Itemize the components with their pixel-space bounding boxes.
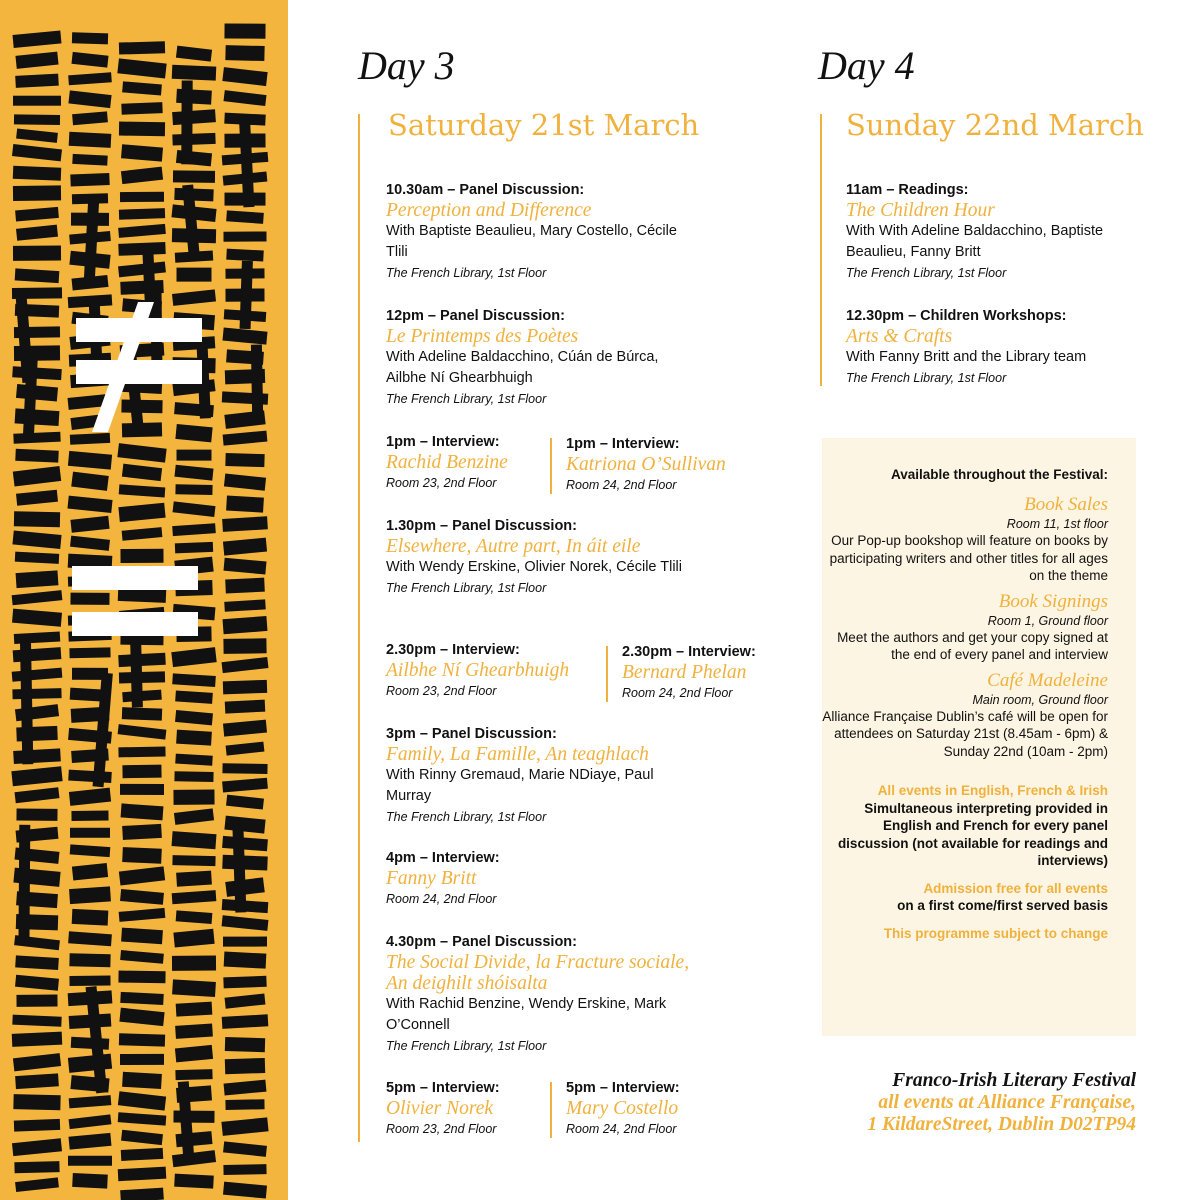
book-spine [175,542,213,553]
book-spine [225,1099,264,1110]
event-card [622,642,792,703]
book-spine [15,1073,59,1089]
book-spine [119,208,165,220]
book-spine [222,763,267,774]
event-divider [550,438,552,494]
info-heading: Available throughout the Festival: [890,467,1108,482]
event-location: The French Library, 1st Floor [386,581,547,595]
book-spine [119,1033,165,1046]
subject-to-change-note: This programme subject to change [883,925,1108,941]
event-location: The French Library, 1st Floor [846,371,1007,385]
book-spine [18,825,30,945]
book-spine [225,1037,265,1052]
service-location: Room 11, 1st floor [1006,517,1108,531]
book-spine [69,132,112,148]
event-time: 10.30am – Panel Discussion: [386,182,585,198]
book-spine [13,166,62,181]
event-title: Arts & Crafts [846,326,953,347]
event-time: 1pm – Interview: [386,434,500,450]
book-spine [172,831,217,849]
book-spine [118,242,165,256]
book-spine [71,1037,110,1050]
service-name: Book Sales [1024,494,1108,515]
book-spine [175,484,212,495]
book-spine [14,114,60,125]
book-spine [223,937,267,947]
book-spine [72,1173,108,1189]
book-spine [13,185,61,201]
book-spine [223,231,266,241]
book-spine [181,80,192,164]
event-title: Ailbhe Ní Ghearbhuigh [386,660,570,681]
book-spine [118,971,165,984]
book-spine [12,1015,61,1027]
event-title-continued: An deighilt shóisalta [386,973,548,994]
event-title: The Children Hour [846,200,995,221]
book-spine [174,1174,214,1189]
event-title: Fanny Britt [386,868,477,889]
day3-label: Day 3 [358,43,455,88]
event-participants: With Baptiste Beaulieu, Mary Costello, Cécile Tlili [386,223,677,260]
event-card [386,640,596,701]
event-participants: With Wendy Erskine, Olivier Norek, Cécile Tlili [386,559,682,575]
event-card [566,434,766,495]
book-spine [120,992,164,1005]
book-spine [173,170,215,182]
event-location: Room 24, 2nd Floor [622,686,733,700]
service-description: Meet the authors and get your copy signed at the end of every panel and interview [837,629,1108,662]
event-card [386,306,686,409]
service-book-sales [818,494,1108,585]
day3-divider [358,114,360,1142]
book-spine [175,1023,213,1038]
book-spine [68,1156,112,1166]
book-spine [172,65,217,81]
book-spine [15,449,59,463]
event-title: Rachid Benzine [386,452,508,473]
event-participants: With With Adeline Baldacchino, Baptiste Beaulieu, Fanny Britt [846,223,1104,260]
event-divider [606,646,608,702]
book-spine [121,1148,164,1161]
event-participants: With Rachid Benzine, Wendy Erskine, Mark O’Connell [386,996,667,1033]
service-location: Main room, Ground floor [972,692,1108,707]
event-card [386,848,686,909]
event-card [386,432,536,493]
book-spine [225,578,265,594]
book-spine [122,1072,162,1089]
event-location: Room 24, 2nd Floor [566,478,677,492]
event-location: Room 23, 2nd Floor [386,1122,497,1136]
event-location: Room 24, 2nd Floor [566,1122,677,1136]
event-time: 12pm – Panel Discussion: [386,308,565,324]
book-spine [120,549,163,563]
book-spine [13,432,60,444]
day4-date: Sunday 22nd March [846,108,1144,142]
book-spine [16,808,57,820]
event-time: 1pm – Interview: [566,436,680,452]
book-spine [251,345,263,423]
book-spine [15,74,59,88]
event-time: 2.30pm – Interview: [386,642,520,658]
book-spine [174,771,213,782]
event-title: Bernard Phelan [622,662,747,683]
event-location: Room 23, 2nd Floor [386,476,497,490]
event-card [386,516,686,598]
book-spine [122,707,162,721]
book-spine [176,268,211,282]
event-location: The French Library, 1st Floor [386,1039,547,1053]
book-spine [225,453,264,467]
event-card [386,1078,536,1139]
book-spine [119,41,165,54]
event-card [386,724,686,827]
service-name: Café Madeleine [987,669,1108,691]
event-time: 4pm – Interview: [386,850,500,866]
book-spine [120,784,164,795]
book-spine [119,122,165,137]
book-spine [122,765,161,779]
event-title: Le Printemps des Poètes [386,326,579,347]
book-spine [70,828,110,838]
book-spine [121,400,162,414]
book-spine [72,32,108,44]
book-spine [70,593,109,605]
book-spine [172,855,215,866]
book-spine [121,803,164,820]
book-spine [223,1164,266,1175]
book-spine [69,647,110,658]
festival-info-panel [822,438,1136,1036]
book-spine [226,496,264,513]
book-spine [225,45,264,61]
book-spine [224,23,265,38]
book-spine [72,154,107,166]
book-spine [172,133,215,146]
book-spine [14,511,60,527]
book-spine [122,847,162,864]
book-spine [130,631,143,708]
book-spine [13,96,61,106]
book-spine [14,1119,60,1132]
book-spine [223,976,266,989]
book-spine [223,680,267,694]
book-spine [225,1058,265,1074]
book-spine [121,928,163,945]
book-spine [118,746,165,757]
event-location: The French Library, 1st Floor [846,266,1007,280]
book-spine [70,433,110,445]
event-location: The French Library, 1st Floor [386,266,547,280]
book-stack-artwork [0,0,288,1200]
service-book-signings [818,591,1108,664]
event-title: Olivier Norek [386,1098,494,1119]
event-time: 4.30pm – Panel Discussion: [386,934,577,950]
book-spine [176,871,212,887]
book-spine [172,979,216,997]
admission-note: Admission free for all events [923,880,1108,896]
day3-date: Saturday 21st March [388,108,700,142]
book-spine [176,1002,213,1017]
book-spine [175,1069,212,1080]
book-spine [72,909,109,926]
event-time: 3pm – Panel Discussion: [386,726,557,742]
book-spine [71,811,108,821]
book-spine [173,789,214,804]
event-time: 5pm – Interview: [386,1080,500,1096]
book-spine [70,173,109,187]
event-location: The French Library, 1st Floor [386,810,547,824]
book-spine [172,955,216,970]
event-location: Room 24, 2nd Floor [386,892,497,906]
languages-note: All events in English, French & Irish [877,783,1108,798]
book-spine [121,102,162,115]
event-participants: With Fanny Britt and the Library team [846,349,1087,365]
book-spine [13,1094,60,1110]
event-location: Room 23, 2nd Floor [386,684,497,698]
day4-label: Day 4 [818,43,915,88]
admission-basis-note: on a first come/first served basis [897,898,1108,913]
venue-line: all events at Alliance Française, [878,1092,1136,1113]
book-spine [223,638,266,654]
service-location: Room 1, Ground floor [987,613,1108,628]
book-spine [122,824,162,840]
book-spine [12,1032,63,1047]
event-title: Family, La Famille, An teaghlach [386,744,649,765]
book-spine [176,89,212,105]
event-time: 2.30pm – Interview: [622,644,756,660]
book-spine [120,1054,164,1065]
event-card [846,306,1146,388]
book-spine [225,700,266,714]
event-title: Katriona O’Sullivan [566,454,726,475]
book-spine [69,953,110,967]
event-title: The Social Divide, la Fracture sociale, [386,952,690,973]
service-description: Alliance Française Dublin’s café will be open for attendees on Saturday 21st (8.45am - 6pm) & Sunday 22nd (10am - 2pm) [822,708,1108,759]
book-spine [13,246,61,261]
book-spine [16,995,57,1007]
book-spine [16,570,59,588]
event-location: The French Library, 1st Floor [386,392,547,406]
book-spine [120,192,164,202]
book-spine [224,952,267,969]
event-card [386,180,686,283]
book-spine [222,855,268,871]
book-spine [13,748,61,764]
service-cafe [818,670,1108,761]
event-participants: With Adeline Baldacchino, Cúán de Búrca, Ailbhe Ní Ghearbhuigh [386,349,659,386]
book-spine [173,1110,214,1122]
service-description: Our Pop-up bookshop will feature on books by participating writers and other titles for all ages on the theme [829,533,1108,583]
event-time: 5pm – Interview: [566,1080,680,1096]
event-card [846,180,1146,283]
book-spine [176,450,211,461]
interpreting-note: Simultaneous interpreting provided in English and French for every panel discussion (not available for readings and interviews) [837,800,1108,868]
book-spine [226,249,264,262]
event-divider [550,1082,552,1138]
address-line: 1 KildareStreet, Dublin D02TP94 [867,1114,1136,1135]
event-time: 1.30pm – Panel Discussion: [386,518,577,534]
event-time: 11am – Readings: [846,182,969,198]
event-title: Mary Costello [566,1098,679,1119]
service-name: Book Signings [998,590,1108,612]
event-participants: With Rinny Gremaud, Marie NDiaye, Paul Murray [386,767,654,804]
book-spine [176,730,212,746]
book-spine [69,886,111,904]
book-spine [118,653,166,667]
book-spine [12,688,61,699]
festival-notes [818,782,1108,942]
book-spine [14,1161,59,1173]
book-spine [15,408,60,426]
festival-footer [867,1070,1136,1136]
event-title: Perception and Difference [386,200,592,221]
event-card [566,1078,766,1139]
book-spine [222,516,268,532]
festival-name: Franco-Irish Literary Festival [892,1070,1136,1091]
book-spine [69,976,110,987]
event-time: 12.30pm – Children Workshops: [846,308,1067,324]
day4-divider [820,114,822,386]
event-card [386,932,726,1056]
event-title: Elsewhere, Autre part, In áit eile [386,536,641,557]
